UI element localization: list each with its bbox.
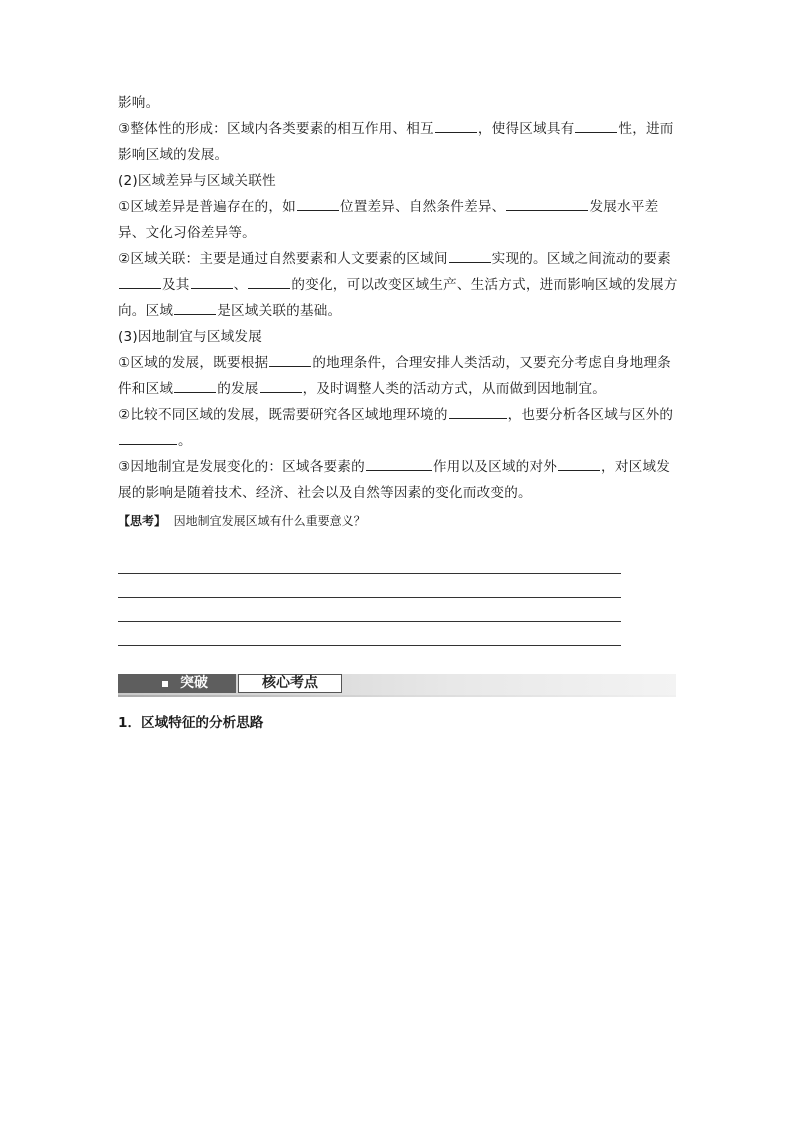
paragraph-change: ③因地制宜是发展变化的：区域各要素的 作用以及区域的对外 ，对区域发展的影响是随着技术、经济、社会以及自然等因素的变化而改变的。	[118, 454, 678, 506]
think-tag: 【思考】	[118, 514, 167, 528]
think-question-text: 因地制宜发展区域有什么重要意义？	[173, 514, 366, 528]
subheading-3: (3)因地制宜与区域发展	[118, 329, 262, 345]
square-bullet-icon	[162, 681, 168, 687]
fill-blank[interactable]	[558, 456, 600, 471]
section-tab-dark: 突破	[118, 674, 236, 693]
fill-blank[interactable]	[269, 352, 311, 367]
fill-blank[interactable]	[435, 118, 477, 133]
answer-line-4[interactable]	[118, 645, 621, 646]
fill-blank[interactable]	[174, 378, 216, 393]
document-body	[118, 90, 678, 546]
fill-blank[interactable]	[449, 404, 507, 419]
fill-blank[interactable]	[248, 274, 290, 289]
fill-blank[interactable]	[575, 118, 617, 133]
subheading-2: (2)区域差异与区域关联性	[118, 173, 276, 189]
paragraph-holistic: ③整体性的形成：区域内各类要素的相互作用、相互 ，使得区域具有 性，进而影响区域的发展。	[118, 116, 678, 168]
paragraph-linkage: ②区域关联：主要是通过自然要素和人文要素的区域间 实现的。区域之间流动的要素及其 、 的变化，可以改变区域生产、生活方式，进而影响区域的发展方向。区域 是区域关联的基础。	[118, 246, 678, 324]
fill-blank[interactable]	[174, 300, 216, 315]
answer-line-2[interactable]	[118, 597, 621, 598]
answer-line-3[interactable]	[118, 621, 621, 622]
fill-blank[interactable]	[449, 248, 491, 263]
paragraph-1: 影响。	[118, 95, 160, 111]
think-question	[118, 508, 678, 534]
paragraph-difference: ①区域差异是普遍存在的，如 位置差异、自然条件差异、 发展水平差异、文化习俗差异等。	[118, 194, 678, 246]
paragraph-development: ①区域的发展，既要根据 的地理条件，合理安排人类活动，又要充分考虑自身地理条件和区域 的发展 ，及时调整人类的活动方式，从而做到因地制宜。	[118, 350, 678, 402]
fill-blank[interactable]	[119, 430, 177, 445]
fill-blank[interactable]	[297, 196, 339, 211]
answer-line-1[interactable]	[118, 573, 621, 574]
section-tab-light: 核心考点	[238, 674, 342, 693]
paragraph-compare: ②比较不同区域的发展，既需要研究各区域地理环境的 ，也要分析各区域与区外的。	[118, 402, 678, 454]
fill-blank[interactable]	[119, 274, 161, 289]
fill-blank[interactable]	[506, 196, 588, 211]
section-heading: 1．区域特征的分析思路	[118, 715, 264, 731]
fill-blank[interactable]	[366, 456, 432, 471]
fill-blank[interactable]	[260, 378, 302, 393]
fill-blank[interactable]	[191, 274, 233, 289]
